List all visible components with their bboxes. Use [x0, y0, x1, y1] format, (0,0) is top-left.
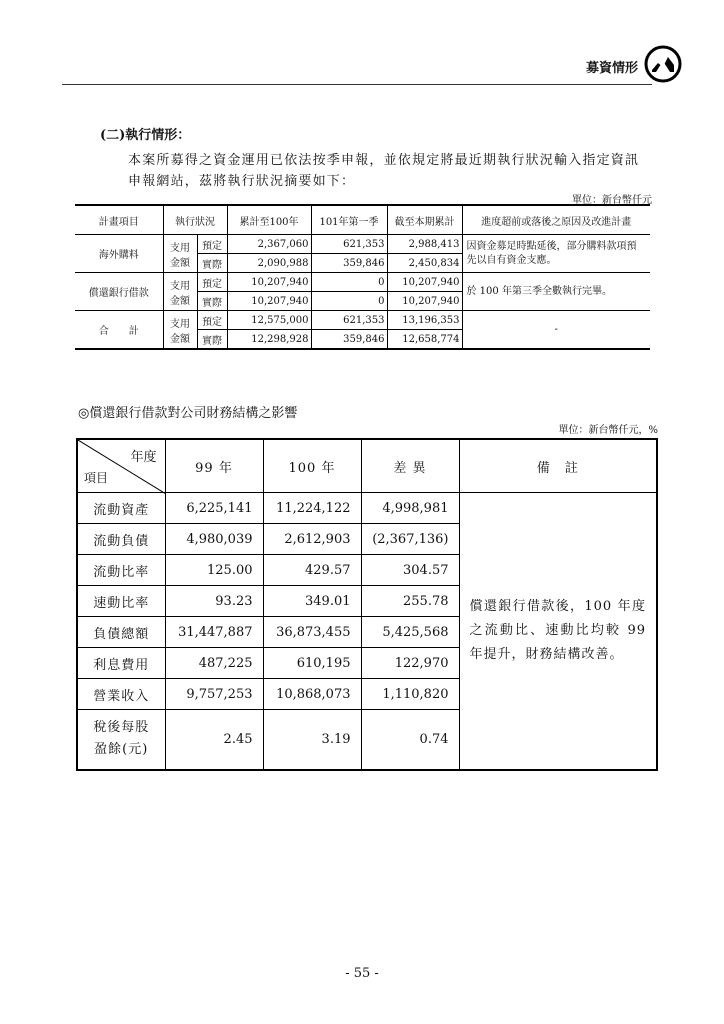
paragraph-line-2: 申報網站，茲將執行狀況摘要如下： [128, 174, 356, 189]
summary-paragraph [128, 150, 658, 192]
table1-actual-label: 實際 [197, 330, 227, 350]
impact-cell: 6,225,141 [165, 493, 263, 524]
impact-header-99: 99 年 [165, 439, 263, 493]
impact-cell: 0.74 [361, 710, 459, 770]
table1-header-cum: 累計至100年 [227, 205, 311, 235]
impact-header-diff: 差 異 [361, 439, 459, 493]
section-title: (二)執行情形： [100, 128, 191, 143]
table-row [75, 311, 650, 330]
impact-cell: 487,225 [165, 648, 263, 679]
impact-corner-cell [77, 439, 165, 493]
table1-unit: 單位：新台幣仟元 [572, 195, 652, 206]
impact-cell: 93.23 [165, 586, 263, 617]
header-rule [62, 84, 652, 85]
company-logo-icon [644, 45, 682, 87]
table1-cell: 10,207,940 [387, 273, 462, 292]
table-row [75, 273, 650, 292]
table1-cell: 0 [311, 292, 387, 311]
table1-group: 支用金額 [163, 235, 197, 273]
page-number: - 55 - [345, 966, 379, 981]
impact-cell: 4,998,981 [361, 493, 459, 524]
table1-cell: 2,450,834 [387, 254, 462, 273]
impact-header-remark: 備 註 [459, 439, 657, 493]
corner-year-label: 年度 [130, 450, 157, 465]
impact-cell: 1,110,820 [361, 679, 459, 710]
table1-cell: 10,207,940 [387, 292, 462, 311]
table1-cell: 359,846 [311, 254, 387, 273]
table1-header-row [75, 205, 650, 235]
table1-cell: 2,988,413 [387, 235, 462, 254]
impact-cell: 429.57 [263, 555, 361, 586]
table1-group: 支用金額 [163, 311, 197, 350]
impact-cell: 5,425,568 [361, 617, 459, 648]
impact-cell: 31,447,887 [165, 617, 263, 648]
impact-cell: 255.78 [361, 586, 459, 617]
impact-header-row [77, 439, 657, 493]
financial-impact-table [76, 438, 658, 771]
table1-header-item: 計畫項目 [75, 205, 163, 235]
table1-header-note: 進度超前或落後之原因及改進計畫 [462, 205, 650, 235]
impact-cell: 122,970 [361, 648, 459, 679]
impact-cell: 9,757,253 [165, 679, 263, 710]
table1-header-q1: 101年第一季 [311, 205, 387, 235]
table1-actual-label: 實際 [197, 254, 227, 273]
impact-cell: 2.45 [165, 710, 263, 770]
table1-cell: 359,846 [311, 330, 387, 350]
table-row [77, 493, 657, 524]
table1-cell: 10,207,940 [227, 292, 311, 311]
table1-cell: 621,353 [311, 235, 387, 254]
table1-note: 因資金募足時點延後，部分購料款項預先以自有資金支應。 [462, 235, 650, 273]
impact-cell: 3.19 [263, 710, 361, 770]
impact-row-label: 流動比率 [77, 555, 165, 586]
table1-header-status: 執行狀況 [163, 205, 227, 235]
table1-cell: 12,298,928 [227, 330, 311, 350]
impact-header-100: 100 年 [263, 439, 361, 493]
page-header [586, 46, 682, 86]
impact-cell: 36,873,455 [263, 617, 361, 648]
table1-note: - [462, 311, 650, 350]
impact-cell: 11,224,122 [263, 493, 361, 524]
impact-unit: 單位：新台幣仟元，% [558, 425, 658, 436]
impact-row-label: 負債總額 [77, 617, 165, 648]
impact-row-label: 流動負債 [77, 524, 165, 555]
table1-plan-label: 預定 [197, 273, 227, 292]
table1-cell: 2,367,060 [227, 235, 311, 254]
corner-item-label: 項目 [84, 471, 109, 485]
impact-row-label: 速動比率 [77, 586, 165, 617]
impact-cell: 125.00 [165, 555, 263, 586]
impact-row-label: 利息費用 [77, 648, 165, 679]
table1-note: 於 100 年第三季全數執行完畢。 [462, 273, 650, 311]
table1-cell: 12,575,000 [227, 311, 311, 330]
table1-cell: 10,207,940 [227, 273, 311, 292]
impact-row-label: 營業收入 [77, 679, 165, 710]
table1-item: 償還銀行借款 [75, 273, 163, 311]
impact-title: ◎償還銀行借款對公司財務結構之影響 [78, 406, 298, 421]
table1-cell: 12,658,774 [387, 330, 462, 350]
impact-cell: (2,367,136) [361, 524, 459, 555]
impact-cell: 4,980,039 [165, 524, 263, 555]
impact-cell: 349.01 [263, 586, 361, 617]
execution-status-table [75, 204, 650, 350]
paragraph-line-1: 本案所募得之資金運用已依法按季申報，並依規定將最近期執行狀況輸入指定資訊 [128, 153, 640, 168]
table1-item: 海外購料 [75, 235, 163, 273]
table1-cell: 0 [311, 273, 387, 292]
table1-group: 支用金額 [163, 273, 197, 311]
impact-cell: 304.57 [361, 555, 459, 586]
header-title: 募資情形 [585, 60, 638, 76]
impact-cell: 2,612,903 [263, 524, 361, 555]
table-row [75, 235, 650, 254]
table1-cell: 621,353 [311, 311, 387, 330]
table1-plan-label: 預定 [197, 311, 227, 330]
impact-row-label: 流動資產 [77, 493, 165, 524]
table1-cell: 2,090,988 [227, 254, 311, 273]
impact-row-label: 稅後每股盈餘(元) [77, 710, 165, 770]
impact-cell: 610,195 [263, 648, 361, 679]
table1-item: 合 計 [75, 311, 163, 350]
impact-cell: 10,868,073 [263, 679, 361, 710]
table1-header-total: 截至本期累計 [387, 205, 462, 235]
impact-remark: 償還銀行借款後，100 年度之流動比、速動比均較 99 年提升，財務結構改善。 [459, 493, 657, 770]
table1-plan-label: 預定 [197, 235, 227, 254]
table1-cell: 13,196,353 [387, 311, 462, 330]
table1-actual-label: 實際 [197, 292, 227, 311]
